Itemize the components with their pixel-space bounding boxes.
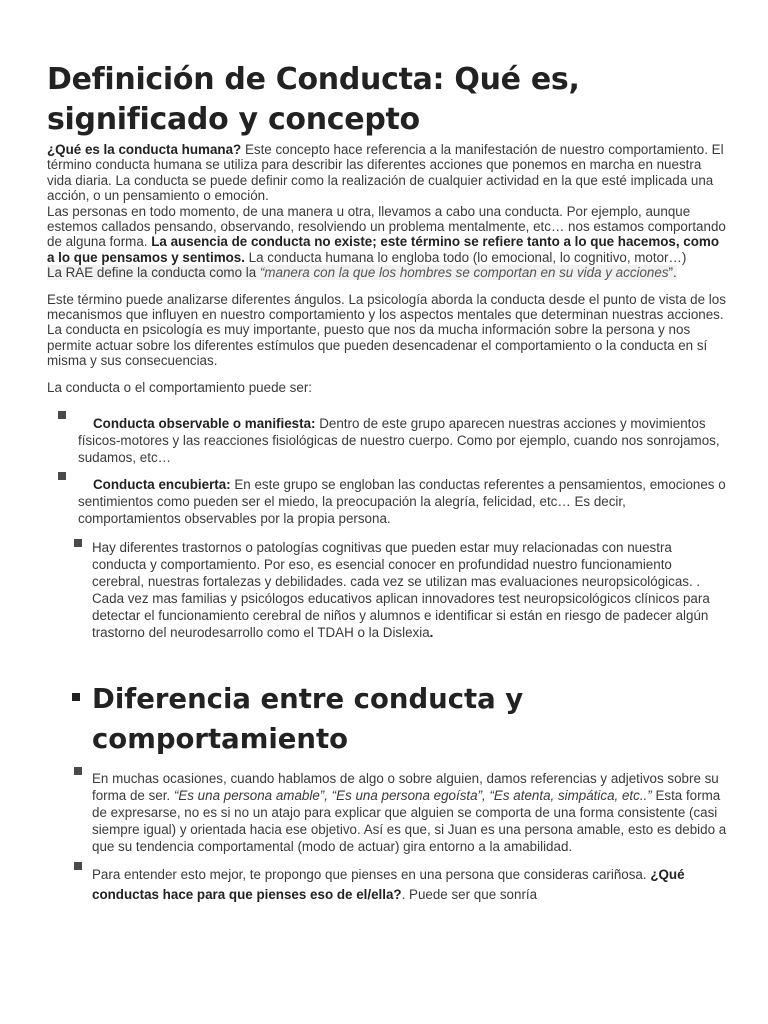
list-item-bold: Conducta observable o manifiesta:	[93, 416, 316, 432]
list-item-text: En este grupo se engloban las conductas referentes a pensamientos, emociones o sentimientos como pueden ser el miedo, la preocupación la alegría, felicidad, etc… Es decir, comportamientos observables por la propia persona.	[78, 477, 726, 527]
intro-paragraph	[47, 142, 727, 204]
list-item	[92, 770, 727, 855]
section-heading-item	[92, 679, 727, 759]
bullet-square-icon	[74, 862, 82, 870]
rae-text-a: La RAE define la conducta como la	[47, 265, 260, 281]
rae-paragraph	[47, 265, 727, 280]
bullet-square-icon	[74, 539, 82, 547]
angles-paragraph: Este término puede analizarse diferentes ángulos. La psicología aborda la conducta desde el punto de vista de los mecanismos que influyen en nuestro comportamiento y los aspectos mentales que determinan nuestras acciones. La conducta en psicología es muy importante, puesto que nos da mucha información sobre la persona y nos permite actuar sobre los diferentes estímulos que pueden desencadenar el comportamiento o la conducta en sí misma y sus consecuencias.	[47, 291, 726, 369]
example-bold: ¿Qué conductas hace para que pienses eso de el/ella?	[92, 867, 685, 903]
list-item-bold: Conducta encubierta:	[93, 477, 231, 493]
bullet-square-icon	[58, 411, 66, 419]
disorders-text: Hay diferentes trastornos o patologías cognitivas que pueden estar muy relacionadas con nuestra conducta y comportamiento. Por eso, es esencial conocer en profundidad nuestro funcionamiento cerebral, nuestras fortalezas y debilidades. cada vez se utilizan mas evaluaciones neuropsicológicas. . Cada vez mas familias y psicólogos educativos aplican innovadores test neuropsicológicos clínicos para detectar el funcionamiento cerebral de niños y alumnos e identificar si están en riesgo de padecer algún trastorno del neurodesarrollo como el TDAH o la Dislexia	[92, 540, 710, 641]
difference-text-a: En muchas ocasiones, cuando hablamos de algo o sobre alguien, damos referencias y adjetivos sobre su forma de ser.	[92, 771, 719, 804]
section-heading: Diferencia entre conducta y comportamiento	[92, 683, 524, 756]
bullet-square-icon	[72, 693, 80, 701]
rae-highlight	[47, 265, 677, 280]
intro-question: ¿Qué es la conducta humana?	[47, 142, 242, 157]
page-title: Definición de Conducta: Qué es, significado y concepto	[47, 62, 580, 137]
behavior-bold: La ausencia de conducta no existe; este término se refiere tanto a lo que hacemos, como a lo que pensamos y sentimos.	[47, 234, 720, 265]
behavior-text-a: Las personas en todo momento, de una manera u otra, llevamos a cabo una conducta. Por ejemplo, aunque estemos callados pensando, observando, resolviendo un problema mentalmente, etc… nos estamos comportando de alguna forma.	[47, 203, 726, 250]
behavior-paragraph	[47, 204, 727, 266]
bullet-square-icon	[74, 767, 82, 775]
difference-text-b: Esta forma de expresarse, no es si no un atajo para explicar que alguien se comporta de una forma consistente (casi siempre igual) y orientada hacia ese objetivo. Así es que, si Juan es una persona amable, esto es debido a que su tendencia comportamental (modo de actuar) gira entorno a la amabilidad.	[92, 788, 727, 855]
list-item	[92, 539, 727, 641]
disorders-end: .	[429, 625, 434, 641]
list-item-text: Dentro de este grupo aparecen nuestras acciones y movimientos físicos-motores y las reacciones fisiológicas de nuestro cuerpo. Como por ejemplo, cuando nos sonrojamos, sudamos, etc…	[78, 416, 720, 466]
list-item	[78, 476, 727, 527]
difference-quote: “Es una persona amable”, “Es una persona egoísta”, “Es atenta, simpática, etc..”	[173, 788, 652, 804]
intro-text: Este concepto hace referencia a la manifestación de nuestro comportamiento. El término conducta humana se utiliza para describir las diferentes acciones que ponemos en marcha en nuestra vida diaria. La conducta se puede definir como la realización de cualquier actividad en la que esté implicada una acción, o un pensamiento o emoción.	[47, 142, 724, 204]
can-be-paragraph: La conducta o el comportamiento puede ser:	[47, 379, 313, 395]
list-item	[92, 865, 727, 905]
example-text-b: . Puede ser que sonría	[401, 887, 538, 903]
behavior-text-b: La conducta humana lo engloba todo (lo emocional, lo cognitivo, motor…)	[244, 249, 687, 265]
rae-text-b: ”.	[668, 265, 677, 281]
article	[47, 60, 727, 905]
rae-quote: “manera con la que los hombres se comportan en su vida y acciones	[259, 265, 669, 281]
list-item	[78, 415, 727, 466]
bullet-square-icon	[58, 472, 66, 480]
example-text-a: Para entender esto mejor, te propongo que pienses en una persona que consideras cariñosa.	[92, 867, 651, 883]
